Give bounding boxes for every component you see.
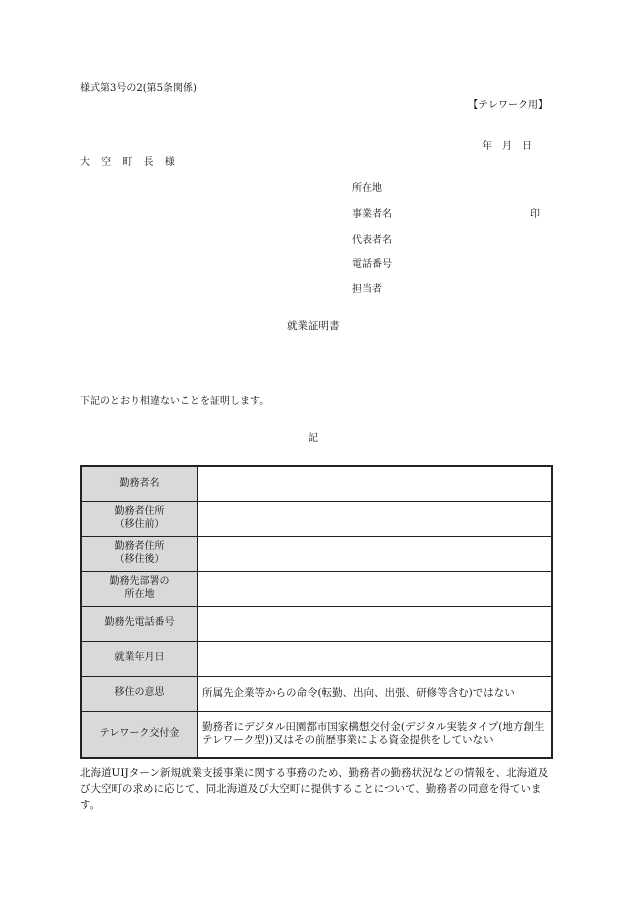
table-row — [81, 571, 552, 606]
row-value-telework-grant: 勤務者にデジタル田園都市国家構想交付金(デジタル実装タイプ(地方創生テレワーク型))又はその前歴事業による資金提供をしていない — [198, 711, 553, 758]
row-label-telework-grant: テレワーク交付金 — [81, 711, 198, 758]
label-line: 所在地 — [124, 588, 155, 600]
seal-mark: 印 — [530, 209, 540, 220]
date-line: 年 月 日 — [482, 141, 532, 152]
label-line: 勤務者住所 — [114, 541, 165, 552]
row-value-office-phone[interactable] — [198, 606, 553, 641]
row-label-office-phone: 勤務先電話番号 — [81, 606, 198, 641]
applicant-contact-label: 担当者 — [352, 284, 382, 295]
label-line: 勤務先部署の — [109, 576, 170, 587]
table-row — [81, 641, 552, 676]
table-row — [81, 536, 552, 571]
row-label-address-before — [81, 501, 198, 536]
row-value-employment-date[interactable] — [198, 641, 553, 676]
row-value-relocation-intent: 所属先企業等からの命令(転勤、出向、出張、研修等含む)ではない — [198, 676, 553, 711]
table-row — [81, 711, 552, 758]
form-number: 様式第3号の2(第5条関係) — [80, 83, 197, 94]
applicant-location-label: 所在地 — [352, 183, 382, 194]
table-row — [81, 676, 552, 711]
row-value-department-location[interactable] — [198, 571, 553, 606]
applicant-company-label: 事業者名 — [352, 209, 392, 220]
applicant-representative-label: 代表者名 — [352, 235, 392, 246]
certificate-table — [80, 465, 553, 759]
document-title: 就業証明書 — [287, 320, 340, 332]
intro-statement: 下記のとおり相違ないことを証明します。 — [80, 396, 270, 407]
row-value-address-before[interactable] — [198, 501, 553, 536]
label-line: （移住前） — [114, 518, 165, 530]
row-label-relocation-intent: 移住の意思 — [81, 676, 198, 711]
row-value-worker-name[interactable] — [198, 466, 553, 501]
row-label-department-location — [81, 571, 198, 606]
ki-heading: 記 — [308, 433, 318, 444]
table-row — [81, 606, 552, 641]
row-value-address-after[interactable] — [198, 536, 553, 571]
label-line: 勤務者住所 — [114, 506, 165, 517]
telework-tag: 【テレワーク用】 — [468, 100, 548, 111]
applicant-phone-label: 電話番号 — [352, 259, 392, 270]
table-row — [81, 466, 552, 501]
row-label-employment-date: 就業年月日 — [81, 641, 198, 676]
addressee: 大 空 町 長 様 — [80, 157, 179, 168]
row-label-address-after — [81, 536, 198, 571]
consent-statement: 北海道UIJターン新規就業支援事業に関する事務のため、勤務者の勤務状況などの情報を、北海道及び大空町の求めに応じて、同北海道及び大空町に提供することについて、勤務者の同意を得ています。 — [80, 767, 549, 811]
table-row — [81, 501, 552, 536]
row-label-worker-name: 勤務者名 — [81, 466, 198, 501]
label-line: （移住後） — [114, 553, 165, 565]
